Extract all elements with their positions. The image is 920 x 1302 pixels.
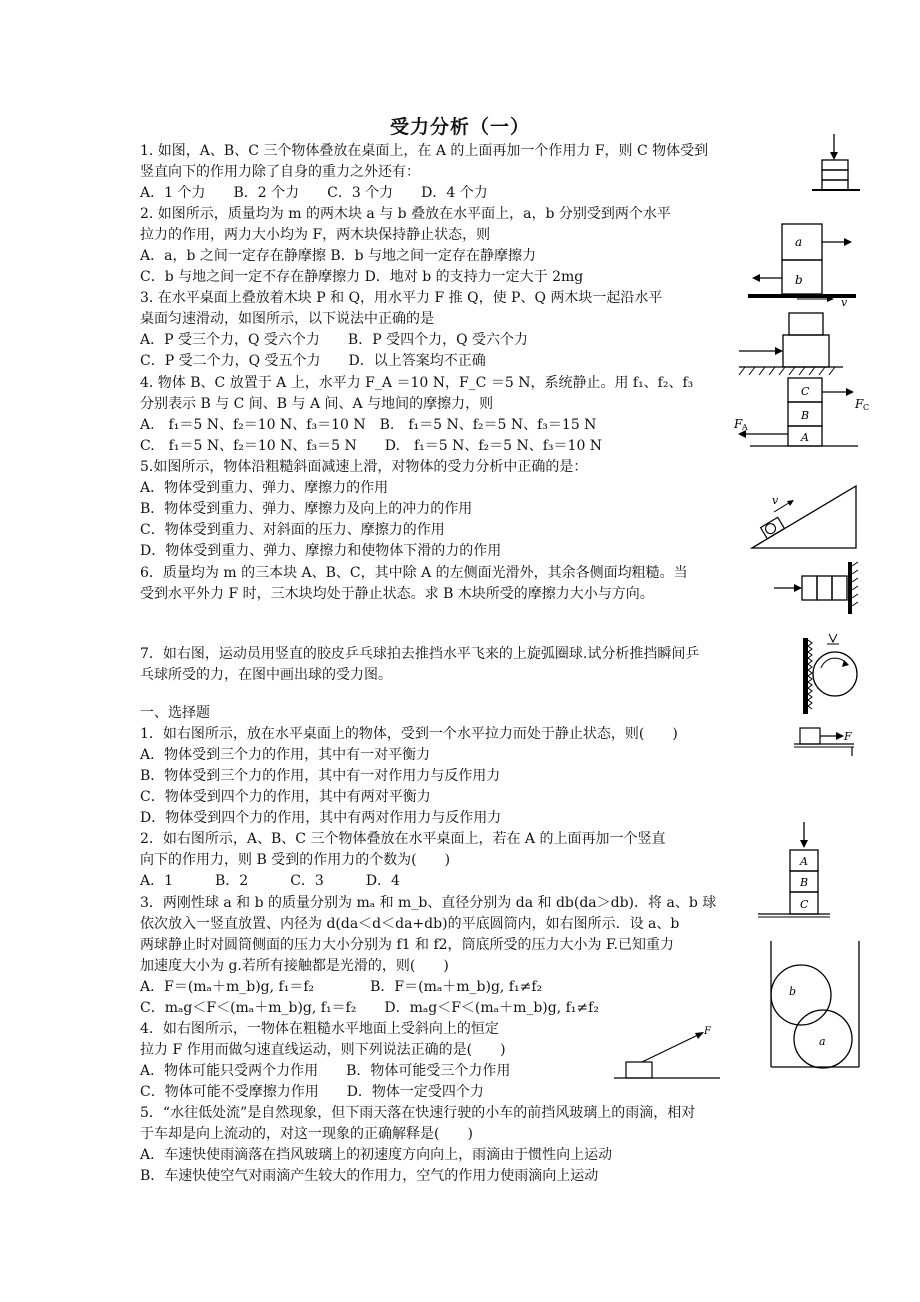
label-C: C bbox=[801, 385, 810, 398]
text-line: 加速度大小为 g.若所有接触都是光滑的，则( ) bbox=[140, 958, 449, 974]
label-v2: v bbox=[772, 494, 779, 507]
text-line: 3. 在水平桌面上叠放着木块 P 和 Q，用水平力 F 推 Q，使 P、Q 两木块一起沿水平 bbox=[140, 290, 663, 306]
text-line: A．物体受到三个力的作用，其中有一对平衡力 bbox=[140, 747, 431, 763]
text-line: 拉力 F 作用而做匀速直线运动，则下列说法正确的是( ) bbox=[140, 1042, 506, 1058]
text-line: 受到水平外力 F 时，三木块均处于静止状态。求 B 木块所受的摩擦力大小与方向。 bbox=[140, 586, 654, 602]
text-line: 1. 如图，A、B、C 三个物体叠放在桌面上，在 A 的上面再加一个作用力 F，则 C 物体受到 bbox=[140, 143, 709, 159]
text-line: 6．质量均为 m 的三本块 A、B、C，其中除 A 的左侧面光滑外，其余各侧面均粗糙。当 bbox=[140, 565, 688, 581]
text-line: 于车却是向上流动的，对这一现象的正确解释是( ) bbox=[140, 1126, 473, 1142]
page-title: 受力分析（一） bbox=[389, 116, 530, 138]
label-C2: C bbox=[800, 898, 809, 911]
label-FC-sub: C bbox=[863, 403, 870, 412]
text-line: 桌面匀速滑动，如图所示，以下说法中正确的是 bbox=[140, 311, 434, 327]
label-A2: A bbox=[800, 855, 808, 868]
text-line: 2．如右图所示，A、B、C 三个物体叠放在水平桌面上，若在 A 的上面再加一个竖直 bbox=[140, 831, 666, 847]
text-line: C．物体受到四个力的作用，其中有两对平衡力 bbox=[140, 789, 431, 805]
label-v: v bbox=[841, 296, 848, 309]
label-FC: F bbox=[855, 397, 864, 411]
text-line: C．物体受到重力、对斜面的压力、摩擦力的作用 bbox=[140, 522, 445, 538]
label-F1: F bbox=[844, 730, 852, 743]
figure-blocks-cba bbox=[730, 372, 880, 452]
text-line: A．1 个力 B．2 个力 C．3 个力 D．4 个力 bbox=[140, 185, 488, 201]
section-heading: 一、选择题 bbox=[140, 705, 210, 721]
text-line: A．1 B．2 C．3 D．4 bbox=[140, 873, 400, 889]
text-line: 7．如右图，运动员用竖直的胶皮乒乓球拍去推挡水平飞来的上旋弧圈球.试分析推挡瞬间乒 bbox=[140, 646, 700, 662]
text-line: C. f₁＝5 N、f₂＝10 N、f₃＝5 N D. f₁＝5 N、f₂＝5 N、f₃＝10 N bbox=[140, 438, 603, 454]
label-a: a bbox=[795, 235, 803, 249]
text-line: D．物体受到四个力的作用，其中有两对作用力与反作用力 bbox=[140, 810, 502, 826]
figure-stacked-blocks-1 bbox=[812, 132, 862, 202]
label-ball-b: b bbox=[789, 985, 797, 998]
text-line: 2. 如图所示，质量均为 m 的两木块 a 与 b 叠放在水平面上，a，b 分别受到两个水平 bbox=[140, 206, 671, 222]
label-B2: B bbox=[800, 876, 809, 889]
figure-balls-cylinder bbox=[765, 935, 865, 1073]
text-line: 竖直向下的作用力除了自身的重力之外还有： bbox=[140, 164, 420, 180]
text-line: 乓球所受的力，在图中画出球的受力图。 bbox=[140, 667, 392, 683]
label-ball-a: a bbox=[819, 1035, 826, 1048]
label-B: B bbox=[801, 409, 810, 422]
text-line: B．车速快使空气对雨滴产生较大的作用力，空气的作用力使雨滴向上运动 bbox=[140, 1168, 599, 1184]
label-FA-sub: A bbox=[742, 423, 748, 432]
text-line: 4. 物体 B、C 放置于 A 上，水平力 F_A ＝10 N，F_C ＝5 N，系统静止。用 f₁、f₂、f₃ bbox=[140, 375, 694, 391]
text-line: 5．“水往低处流”是自然现象，但下雨天落在快速行驶的小车的前挡风玻璃上的雨滴，相对 bbox=[140, 1105, 696, 1121]
text-line: 分别表示 B 与 C 间、B 与 A 间、A 与地间的摩擦力，则 bbox=[140, 396, 494, 412]
text-line: D．物体受到重力、弹力、摩擦力和使物体下滑的力的作用 bbox=[140, 543, 502, 559]
label-FA: F bbox=[734, 417, 743, 431]
figure-angled-pull bbox=[612, 1022, 722, 1082]
text-line: 依次放入一竖直放置、内径为 d(da＜d＜da+db)的平底圆筒内，如右图所示．设 a、b bbox=[140, 916, 680, 932]
text-line: B．物体受到三个力的作用，其中有一对作用力与反作用力 bbox=[140, 768, 501, 784]
text-line: C．物体可能不受摩擦力作用 D．物体一定受四个力 bbox=[140, 1084, 484, 1100]
figure-incline bbox=[748, 484, 860, 552]
text-line: 3．两刚性球 a 和 b 的质量分别为 mₐ 和 m_b、直径分别为 da 和 db(da＞db)．将 a、b 球 bbox=[140, 895, 717, 911]
text-line: A．P 受三个力，Q 受六个力 B．P 受四个力，Q 受六个力 bbox=[140, 332, 528, 348]
text-line: C．P 受二个力，Q 受五个力 D．以上答案均不正确 bbox=[140, 353, 486, 369]
figure-table-block bbox=[792, 722, 858, 756]
figure-stacked-blocks-2 bbox=[756, 818, 832, 924]
text-line: A．a，b 之间一定存在静摩擦 B．b 与地之间一定存在静摩擦力 bbox=[140, 248, 537, 264]
text-line: 5.如图所示，物体沿粗糙斜面减速上滑，对物体的受力分析中正确的是： bbox=[140, 459, 588, 475]
text-line: 向下的作用力，则 B 受到的作用力的个数为( ) bbox=[140, 852, 451, 868]
text-line: A．F＝(mₐ＋m_b)g, f₁＝f₂ B．F＝(mₐ＋m_b)g, f₁≠f₂ bbox=[140, 979, 543, 995]
label-F2: F bbox=[704, 1026, 711, 1037]
text-line: 1．如右图所示，放在水平桌面上的物体，受到一个水平拉力而处于静止状态，则( ) bbox=[140, 726, 678, 742]
label-b: b bbox=[795, 273, 803, 287]
text-line: A．物体受到重力、弹力、摩擦力的作用 bbox=[140, 480, 389, 496]
text-line: C．mₐg＜F＜(mₐ＋m_b)g, f₁＝f₂ D．mₐg＜F＜(mₐ＋m_b)g, f₁≠f₂ bbox=[140, 1000, 599, 1016]
label-A: A bbox=[801, 431, 809, 444]
text-line: A．物体可能只受两个力作用 B．物体可能受三个力作用 bbox=[140, 1063, 511, 1079]
text-line: 两球静止时对圆筒侧面的压力大小分别为 f1 和 f2，筒底所受的压力大小为 F.已知重力 bbox=[140, 937, 674, 953]
figure-blocks-p-q bbox=[735, 295, 848, 380]
text-line: C．b 与地之间一定不存在静摩擦力 D．地对 b 的支持力一定大于 2mg bbox=[140, 269, 584, 285]
text-line: A．车速快使雨滴落在挡风玻璃上的初速度方向向上，雨滴由于惯性向上运动 bbox=[140, 1147, 613, 1163]
figure-blocks-wall bbox=[770, 560, 860, 620]
text-line: 4．如右图所示，一物体在粗糙水平地面上受斜向上的恒定 bbox=[140, 1021, 499, 1037]
figure-pingpong bbox=[795, 630, 865, 718]
text-line: 拉力的作用，两力大小均为 F，两木块保持静止状态，则 bbox=[140, 227, 491, 243]
text-line: B．物体受到重力、弹力、摩擦力及向上的冲力的作用 bbox=[140, 501, 473, 517]
text-line: A. f₁＝5 N、f₂＝10 N、f₃＝10 N B. f₁＝5 N、f₂＝5 N、f₃＝15 N bbox=[140, 417, 597, 433]
